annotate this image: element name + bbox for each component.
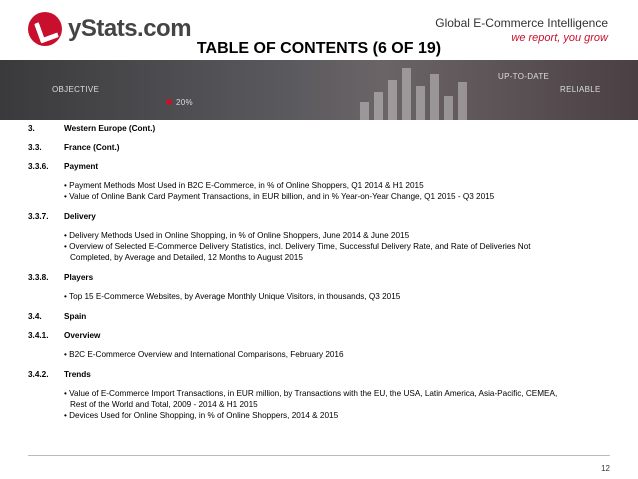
bullet-list [64,231,618,263]
toc-section [28,143,618,152]
bullet-list [64,389,618,421]
page-number: 12 [601,464,610,473]
section-title: Overview [64,331,101,340]
list-item-continued: Rest of the World and Total, 2009 - 2014 & H1 2015 [70,400,258,409]
toc-section [28,212,618,221]
list-item: • Top 15 E-Commerce Websites, by Average Monthly Unique Visitors, in thousands, Q3 2015 [64,292,401,301]
bullet-list [64,181,618,202]
list-item: • Value of Online Bank Card Payment Transactions, in EUR billion, and in % Year-on-Year Change, Q1 2015 - Q3 2015 [64,192,495,201]
tagline-secondary: we report, you grow [511,32,608,44]
footer-divider [28,455,610,456]
banner-image [0,60,638,120]
bullet-list [64,350,618,360]
list-item: • Devices Used for Online Shopping, in % of Online Shoppers, 2014 & 2015 [64,411,339,420]
list-item: • Overview of Selected E-Commerce Delivery Statistics, incl. Delivery Time, Successful Delivery Rate, and Rate of Deliveries Not [64,242,531,251]
section-title: Delivery [64,212,96,221]
toc-section [28,162,618,171]
toc-section [28,370,618,379]
list-item: • Payment Methods Most Used in B2C E-Commerce, in % of Online Shoppers, Q1 2014 & H1 2015 [64,181,424,190]
list-item: • B2C E-Commerce Overview and International Comparisons, February 2016 [64,350,344,359]
section-title: Payment [64,162,99,171]
toc-content [28,124,618,422]
section-number: 3. [28,124,35,133]
list-item: • Value of E-Commerce Import Transactions, in EUR million, by Transactions with the EU, the USA, Latin America, Asia-Pacific, CEMEA, [64,389,558,398]
banner-word-objective: OBJECTIVE [52,85,100,94]
banner-percent: 20% [176,98,193,107]
section-number: 3.3.6. [28,162,49,171]
section-title: Trends [64,370,91,379]
bar-graphic-icon [360,64,490,120]
section-title: Western Europe (Cont.) [64,124,156,133]
list-item: • Delivery Methods Used in Online Shopping, in % of Online Shoppers, June 2014 & June 2015 [64,231,410,240]
section-title: France (Cont.) [64,143,120,152]
section-number: 3.3.7. [28,212,49,221]
section-number: 3.3.8. [28,273,49,282]
bullet-list [64,292,618,302]
banner-word-reliable: RELIABLE [560,85,601,94]
dot-icon [166,99,172,105]
section-number: 3.4.1. [28,331,49,340]
toc-section [28,312,618,321]
toc-section [28,273,618,282]
section-number: 3.4.2. [28,370,49,379]
section-number: 3.3. [28,143,42,152]
logo-text: yStats.com [68,15,192,42]
list-item-continued: Completed, by Average and Detailed, 12 Months to August 2015 [70,253,303,262]
section-number: 3.4. [28,312,42,321]
toc-section [28,124,618,133]
tagline-primary: Global E-Commerce Intelligence [435,16,608,30]
section-title: Players [64,273,94,282]
section-title: Spain [64,312,87,321]
toc-section [28,331,618,340]
banner-word-uptodate: UP-TO-DATE [498,72,550,81]
page-title: TABLE OF CONTENTS (6 OF 19) [196,40,442,57]
